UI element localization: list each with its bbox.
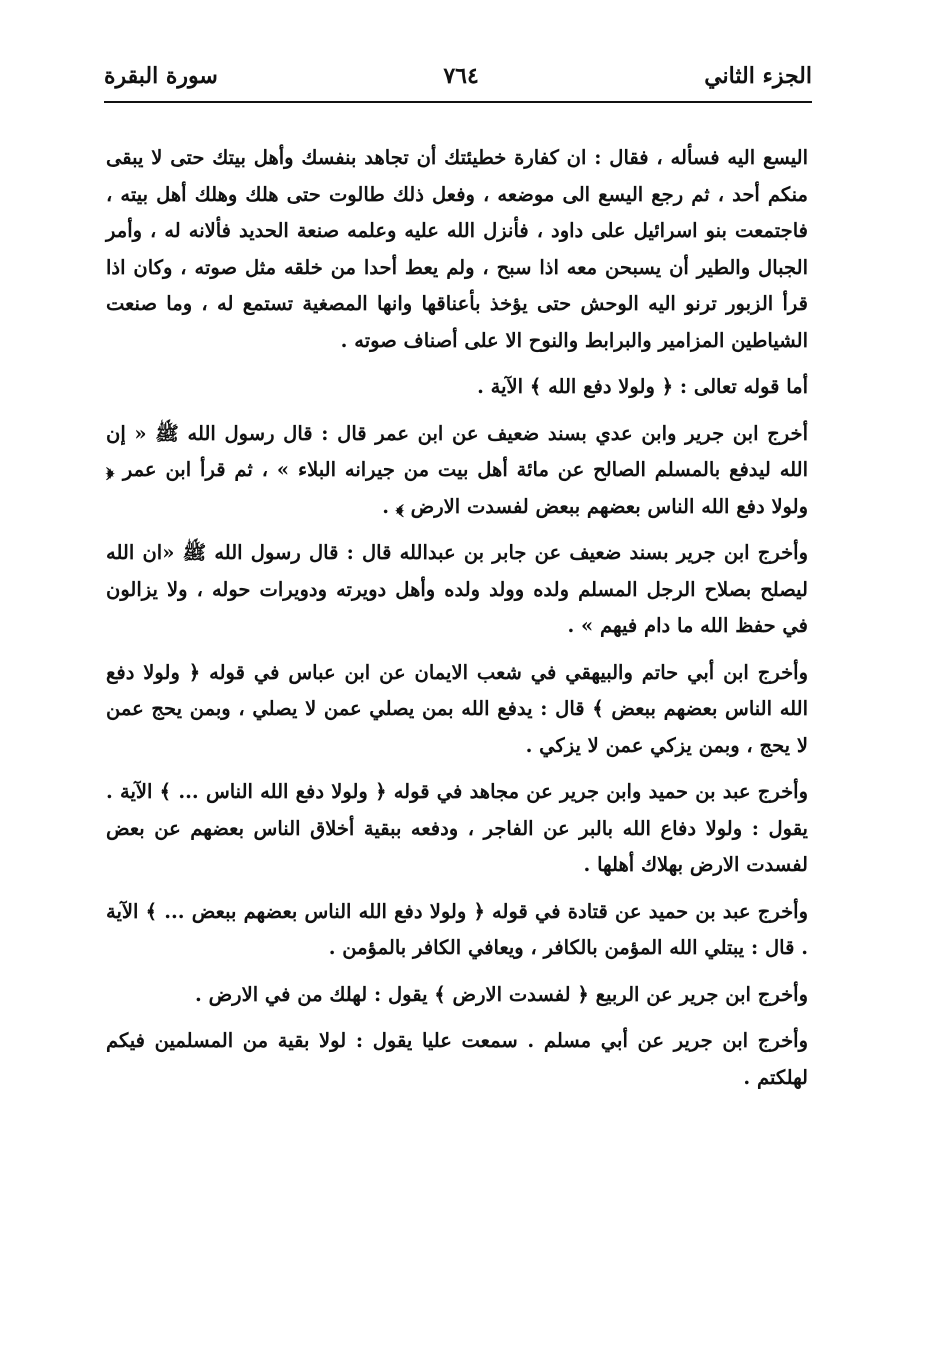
surah-label: سورة البقرة [104, 63, 218, 89]
paragraph: اليسع اليه فسأله ، فقال : ان كفارة خطيئتك أن تجاهد بنفسك وأهل بيتك حتى لا يبقى منكم أحد ، ثم رجع اليسع الى موضعه ، وفعل ذلك طالوت حتى هلك وهلك أهل بيته ، فاجتمعت بنو اسرائيل على داود ، فأنزل الله عليه وعلمه صنعة الحديد فألانه له ، وأمر الجبال والطير أن يسبحن معه اذا سبح ، ولم يعط أحدا من خلقه مثل صوته ، وكان اذا قرأ الزبور ترنو اليه الوحش حتى يؤخذ بأعناقها وانها المصغية تستمع له ، وما صنعت الشياطين المزامير والبرابط والنوح الا على أصناف صوته . [106, 146, 808, 352]
paragraph: أما قوله تعالى : ﴿ ولولا دفع الله ﴾ الآية . [477, 375, 808, 398]
paragraph: وأخرج ابن أبي حاتم والبيهقي في شعب الايمان عن ابن عباس في قوله ﴿ ولولا دفع الله الناس بعضهم ببعض ﴾ قال : يدفع الله بمن يصلي عمن لا يصلي ، وبمن يحج عمن لا يحج ، وبمن يزكي عمن لا يزكي . [106, 660, 808, 757]
part-label: الجزء الثاني [704, 63, 812, 89]
paragraph: وأخرج ابن جرير بسند ضعيف عن جابر بن عبدالله قال : قال رسول الله ﷺ «ان الله ليصلح بصلاح الرجل المسلم ولده وولد ولده وأهل دويرته ودويرات حوله ، ولا يزالون في حفظ الله ما دام فيهم » . [106, 541, 808, 637]
header-divider [104, 101, 812, 103]
paragraph: وأخرج ابن جرير عن الربيع ﴿ لفسدت الارض ﴾ يقول : لهلك من في الارض . [195, 982, 808, 1006]
paragraph: وأخرج عبد بن حميد عن قتادة في قوله ﴿ ولولا دفع الله الناس بعضهم ببعض ... ﴾ الآية . قال : يبتلي الله المؤمن بالكافر ، ويعافي الكافر بالمؤمن . [106, 899, 808, 959]
paragraph: وأخرج عبد بن حميد وابن جرير عن مجاهد في قوله ﴿ ولولا دفع الله الناس ... ﴾ الآية . يقول : ولولا دفاع الله بالبر عن الفاجر ، ودفعه ببقية أخلاق الناس بعضهم عن بعض لفسدت الارض بهلاك أهلها . [106, 780, 808, 876]
page-number: ٧٦٤ [443, 63, 479, 89]
page-body [106, 140, 808, 1106]
paragraph: وأخرج ابن جرير عن أبي مسلم . سمعت عليا يقول : لولا بقية من المسلمين فيكم لهلكتم . [106, 1029, 808, 1089]
page-header [104, 56, 812, 96]
paragraph: أخرج ابن جرير وابن عدي بسند ضعيف عن ابن عمر قال : قال رسول الله ﷺ « إن الله ليدفع بالمسلم الصالح عن مائة أهل بيت من جيرانه البلاء » ، ثم قرأ ابن عمر ﴿ ولولا دفع الله الناس بعضهم ببعض لفسدت الارض ﴾ . [106, 421, 808, 518]
